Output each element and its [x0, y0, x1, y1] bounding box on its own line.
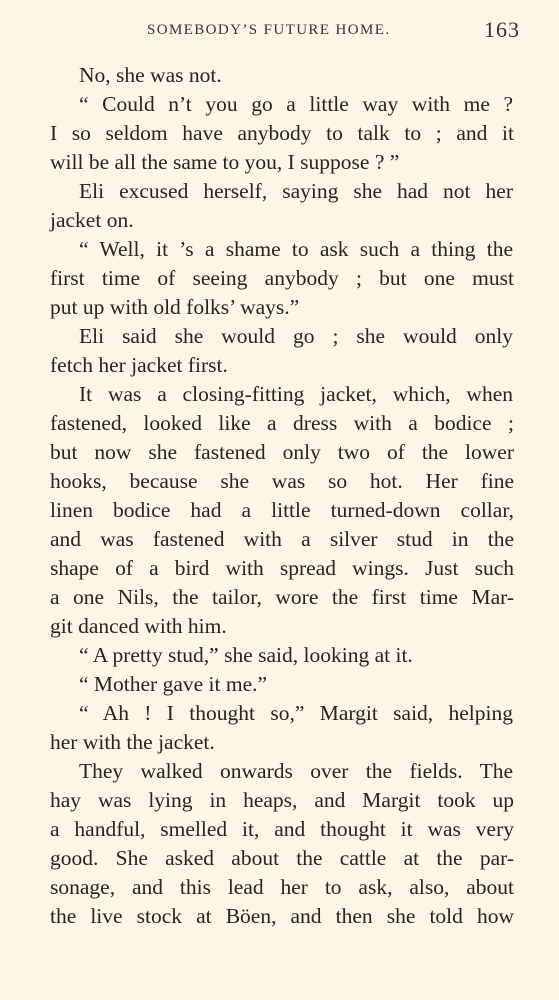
text-line: a handful, smelled it, and thought it was very	[50, 817, 514, 841]
text-line: “ Could n’t you go a little way with me ?	[79, 92, 513, 116]
text-line: Eli excused herself, saying she had not her	[79, 179, 513, 203]
text-line: No, she was not.	[79, 63, 222, 87]
text-line: hooks, because she was so hot. Her fine	[50, 469, 514, 493]
text-line: her with the jacket.	[50, 730, 215, 754]
running-title: SOMEBODY’S FUTURE HOME.	[147, 22, 391, 38]
text-line: sonage, and this lead her to ask, also, about	[50, 875, 514, 899]
text-line: will be all the same to you, I suppose ? ”	[50, 150, 400, 174]
text-line: hay was lying in heaps, and Margit took up	[50, 788, 514, 812]
text-line: jacket on.	[50, 208, 134, 232]
text-line: fastened, looked like a dress with a bodice ;	[50, 411, 514, 435]
text-line: fetch her jacket first.	[50, 353, 228, 377]
text-line: but now she fastened only two of the lower	[50, 440, 514, 464]
text-line: put up with old folks’ ways.”	[50, 295, 300, 319]
page-number: 163	[484, 17, 520, 42]
text-line: linen bodice had a little turned-down collar,	[50, 498, 514, 522]
text-line: “ A pretty stud,” she said, looking at it.	[79, 643, 413, 667]
text-line: “ Ah ! I thought so,” Margit said, helping	[79, 701, 513, 725]
text-line: good. She asked about the cattle at the par-	[50, 846, 514, 870]
text-line: It was a closing-fitting jacket, which, when	[79, 382, 513, 406]
text-line: a one Nils, the tailor, wore the first time Mar-	[50, 585, 514, 609]
text-line: They walked onwards over the fields. The	[79, 759, 513, 783]
text-line: and was fastened with a silver stud in the	[50, 527, 514, 551]
text-line: Eli said she would go ; she would only	[79, 324, 513, 348]
text-line: shape of a bird with spread wings. Just such	[50, 556, 514, 580]
text-line: the live stock at Böen, and then she told how	[50, 904, 514, 928]
text-line: git danced with him.	[50, 614, 227, 638]
text-line: “ Well, it ’s a shame to ask such a thing the	[79, 237, 513, 261]
text-line: I so seldom have anybody to talk to ; and it	[50, 121, 514, 145]
text-line: “ Mother gave it me.”	[79, 672, 268, 696]
text-line: first time of seeing anybody ; but one must	[50, 266, 514, 290]
